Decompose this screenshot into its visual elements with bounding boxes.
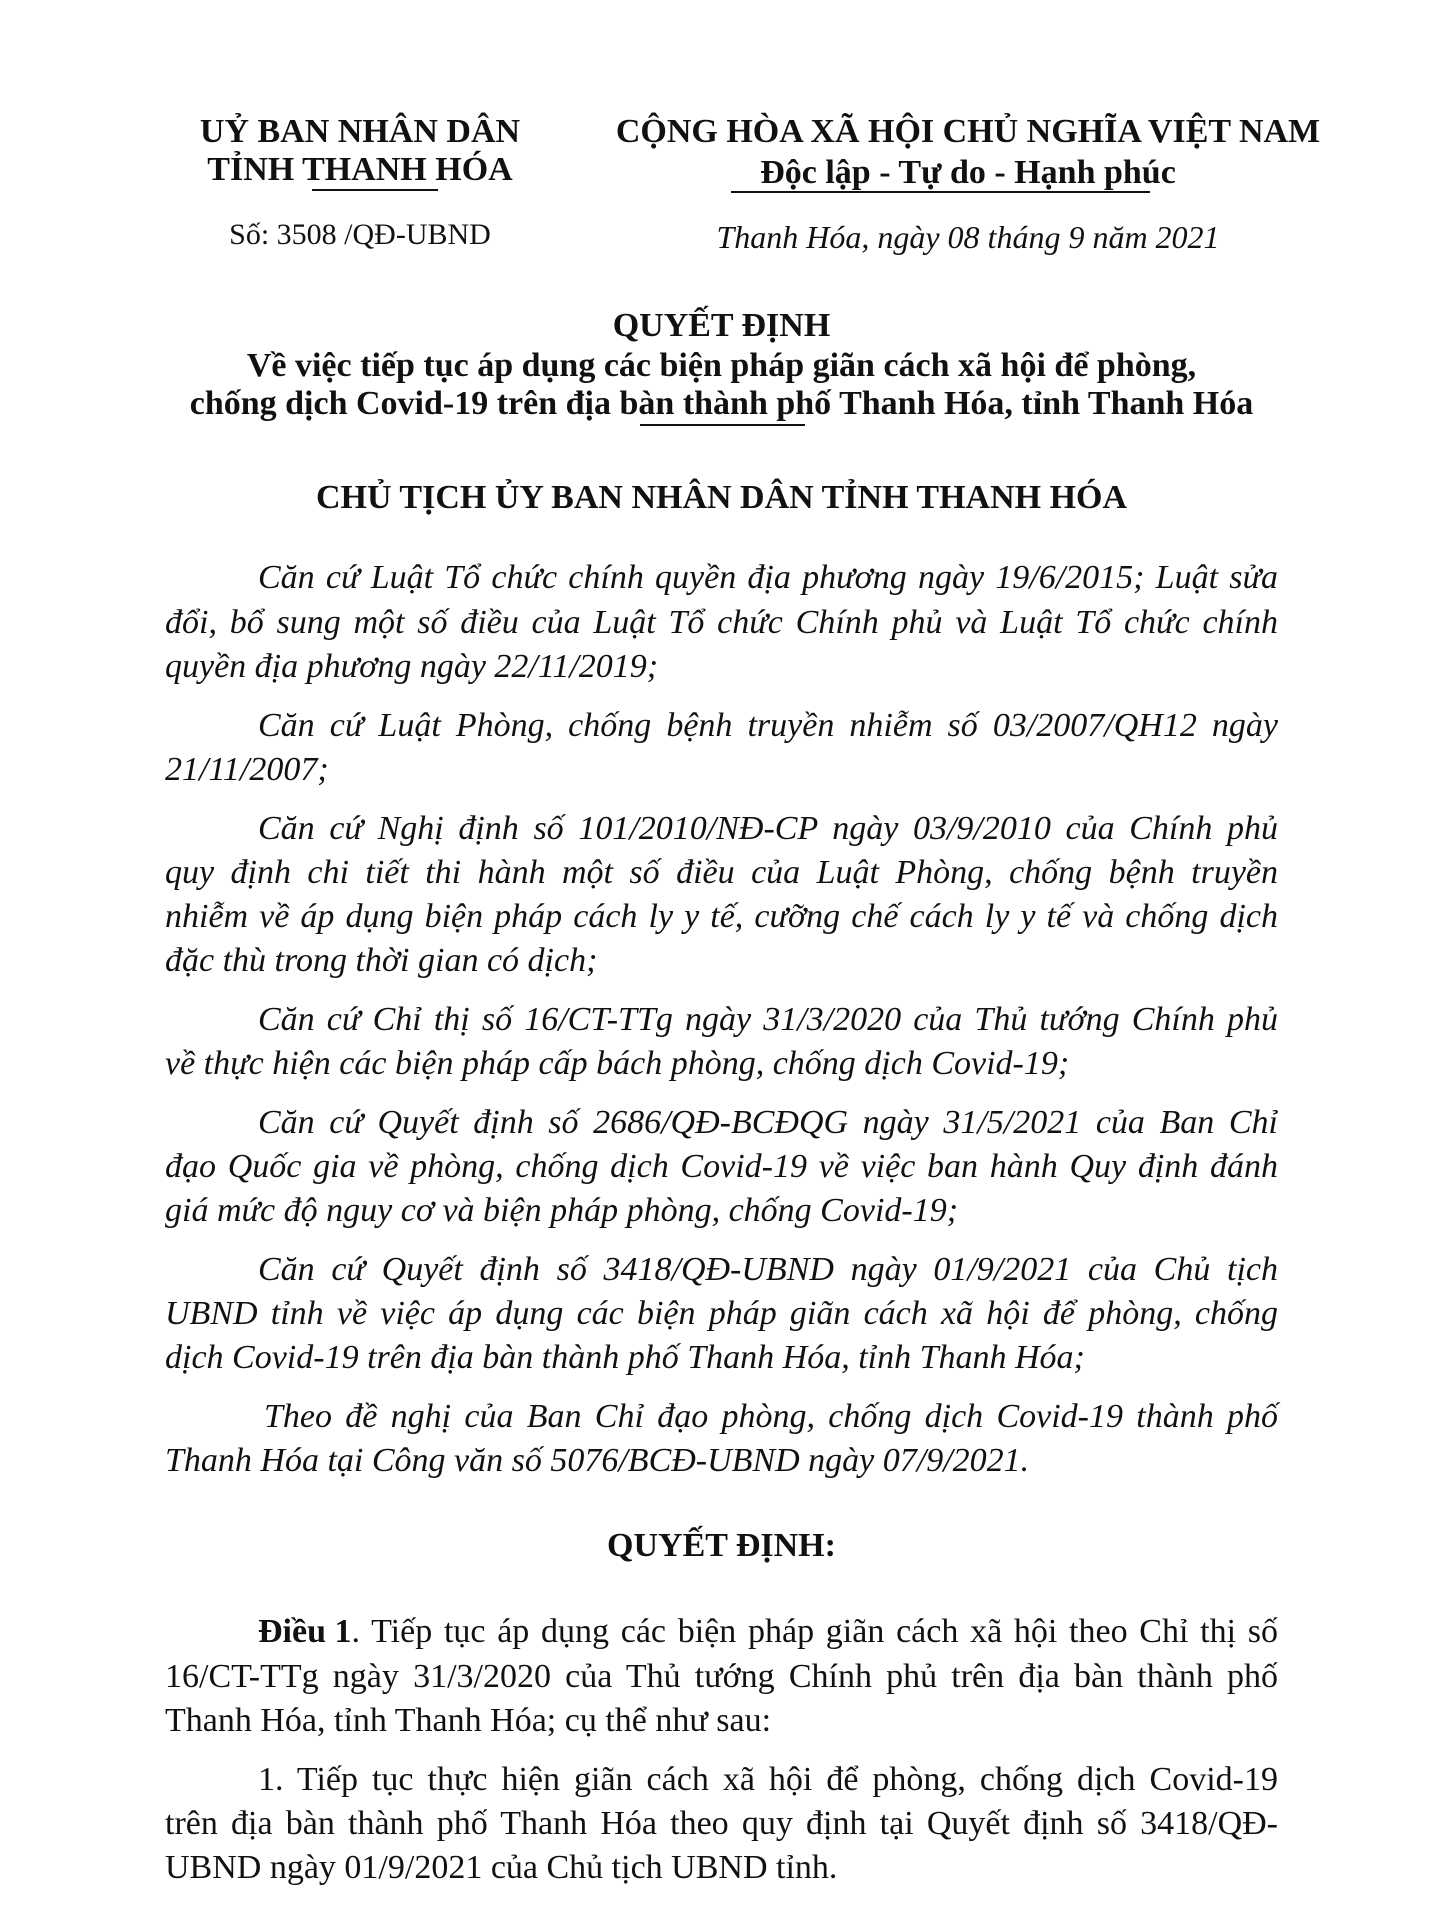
agency-name-line1: UỶ BAN NHÂN DÂN	[199, 113, 521, 150]
item-1-line3: UBND ngày 01/9/2021 của Chủ tịch UBND tỉnh.	[165, 1849, 838, 1886]
preamble-line: Căn cứ Quyết định số 2686/QĐ-BCĐQG ngày 31/5/2021 của Ban Chỉ	[258, 1104, 1278, 1141]
preamble-line: về thực hiện các biện pháp cấp bách phòng, chống dịch Covid-19;	[165, 1045, 1070, 1082]
preamble-line: Căn cứ Quyết định số 3418/QĐ-UBND ngày 01/9/2021 của Chủ tịch	[258, 1251, 1278, 1288]
motto-underline	[731, 191, 1150, 193]
item-1-line2: trên địa bàn thành phố Thanh Hóa theo quy định tại Quyết định số 3418/QĐ-	[165, 1805, 1278, 1842]
preamble-line: quy định chi tiết thi hành một số điều của Luật Phòng, chống bệnh truyền	[165, 854, 1278, 891]
article-1-line3: Thanh Hóa, tỉnh Thanh Hóa; cụ thể như sau:	[165, 1702, 772, 1739]
article-1-line1	[258, 1612, 1278, 1652]
preamble-line: giá mức độ nguy cơ và biện pháp phòng, chống Covid-19;	[165, 1192, 959, 1229]
preamble-line: dịch Covid-19 trên địa bàn thành phố Thanh Hóa, tỉnh Thanh Hóa;	[165, 1339, 1085, 1376]
item-1-line1: 1. Tiếp tục thực hiện giãn cách xã hội để phòng, chống dịch Covid-19	[258, 1761, 1278, 1798]
preamble-line: Căn cứ Luật Tổ chức chính quyền địa phương ngày 19/6/2015; Luật sửa	[258, 559, 1278, 596]
preamble-line: 21/11/2007;	[165, 751, 329, 788]
preamble-line: nhiễm về áp dụng biện pháp cách ly y tế, cưỡng chế cách ly y tế và chống dịch	[165, 898, 1278, 935]
nation-motto: Độc lập - Tự do - Hạnh phúc	[760, 154, 1176, 191]
article-1-label: Điều 1	[258, 1613, 352, 1650]
document-subject-line2: chống dịch Covid-19 trên địa bàn thành phố Thanh Hóa, tỉnh Thanh Hóa	[189, 385, 1254, 422]
preamble-line: Căn cứ Luật Phòng, chống bệnh truyền nhiễm số 03/2007/QH12 ngày	[258, 707, 1278, 744]
decision-heading: QUYẾT ĐỊNH:	[607, 1527, 836, 1564]
article-1-line2: 16/CT-TTg ngày 31/3/2020 của Thủ tướng Chính phủ trên địa bàn thành phố	[165, 1658, 1278, 1695]
preamble-line: UBND tỉnh về việc áp dụng các biện pháp giãn cách xã hội để phòng, chống	[165, 1295, 1278, 1332]
place-date: Thanh Hóa, ngày 08 tháng 9 năm 2021	[716, 219, 1220, 255]
preamble-line: đặc thù trong thời gian có dịch;	[165, 942, 598, 979]
preamble-line: Theo đề nghị của Ban Chỉ đạo phòng, chống dịch Covid-19 thành phố	[264, 1398, 1278, 1435]
issuing-authority: CHỦ TỊCH ỦY BAN NHÂN DÂN TỈNH THANH HÓA	[315, 479, 1128, 516]
preamble-line: đạo Quốc gia về phòng, chống dịch Covid-19 về việc ban hành Quy định đánh	[165, 1148, 1278, 1185]
preamble-line: Căn cứ Chỉ thị số 16/CT-TTg ngày 31/3/2020 của Thủ tướng Chính phủ	[258, 1001, 1278, 1038]
document-number: Số: 3508 /QĐ-UBND	[229, 218, 491, 251]
preamble-line: quyền địa phương ngày 22/11/2019;	[165, 648, 659, 685]
document-subject-line1: Về việc tiếp tục áp dụng các biện pháp giãn cách xã hội để phòng,	[246, 347, 1197, 384]
nation-name: CỘNG HÒA XÃ HỘI CHỦ NGHĨA VIỆT NAM	[615, 113, 1321, 150]
article-1-text: . Tiếp tục áp dụng các biện pháp giãn cách xã hội theo Chỉ thị số	[351, 1613, 1278, 1650]
agency-underline	[312, 189, 438, 191]
agency-name-line2: TỈNH THANH HÓA	[207, 151, 513, 188]
preamble-line: đổi, bổ sung một số điều của Luật Tổ chức Chính phủ và Luật Tổ chức chính	[165, 604, 1278, 641]
preamble-line: Căn cứ Nghị định số 101/2010/NĐ-CP ngày 03/9/2010 của Chính phủ	[258, 810, 1278, 847]
document-title: QUYẾT ĐỊNH	[612, 307, 831, 344]
preamble-line: Thanh Hóa tại Công văn số 5076/BCĐ-UBND ngày 07/9/2021.	[165, 1442, 1030, 1479]
subject-underline	[640, 424, 805, 426]
